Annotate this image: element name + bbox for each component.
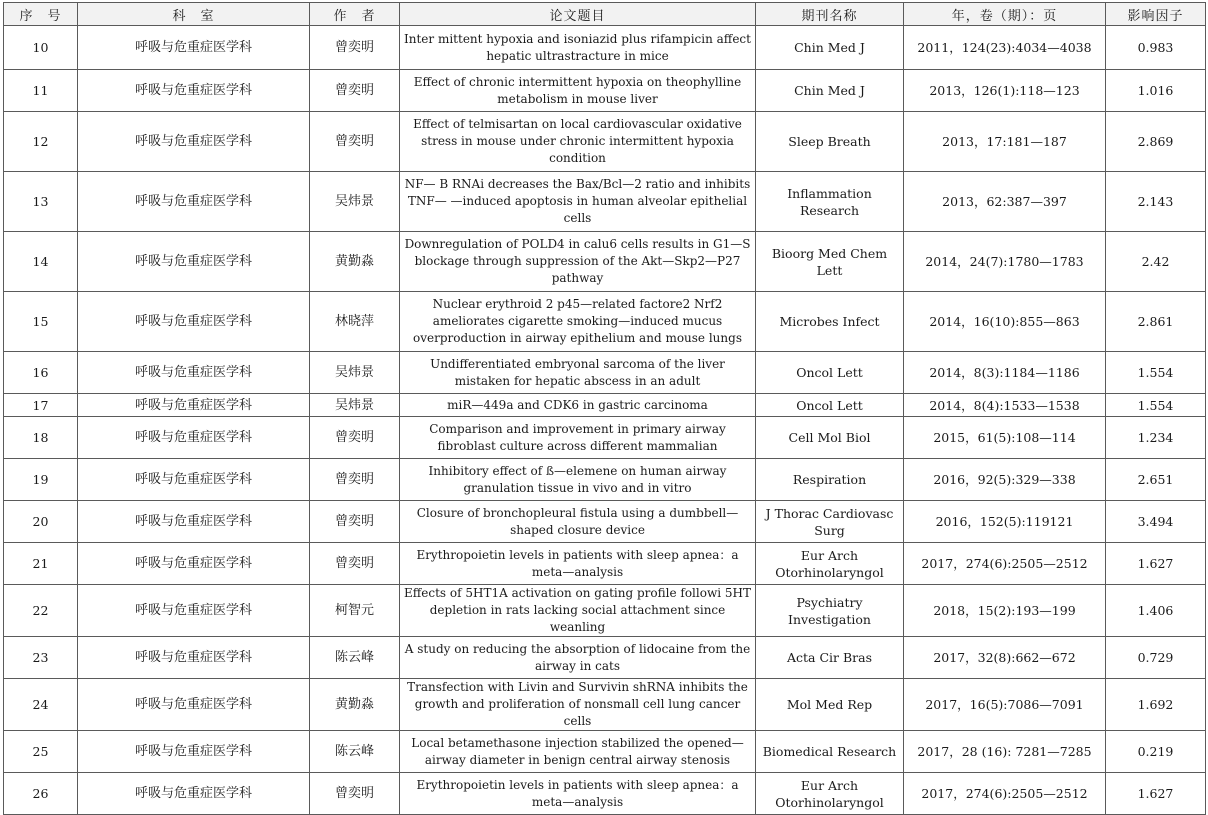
- paper-title-cell: Closure of bronchopleural fistula using a dumbbell—shaped closure device: [400, 501, 756, 543]
- col-header-department: 科 室: [78, 3, 310, 26]
- paper-title-cell: Comparison and improvement in primary airway fibroblast culture across different mammalian: [400, 417, 756, 459]
- citation-cell: 2014，16(10):855—863: [904, 292, 1106, 352]
- author-cell: 曾奕明: [310, 543, 400, 585]
- table-row: [4, 679, 1206, 731]
- citation-cell: 2013，62:387—397: [904, 172, 1106, 232]
- row-number: 15: [4, 292, 78, 352]
- paper-title-cell: miR—449a and CDK6 in gastric carcinoma: [400, 394, 756, 417]
- journal-cell: Cell Mol Biol: [756, 417, 904, 459]
- table-row: [4, 394, 1206, 417]
- impact-factor-cell: 2.143: [1106, 172, 1206, 232]
- department-cell: 呼吸与危重症医学科: [78, 352, 310, 394]
- citation-cell: 2014，8(4):1533—1538: [904, 394, 1106, 417]
- paper-title-cell: Erythropoietin levels in patients with sleep apnea：a meta—analysis: [400, 543, 756, 585]
- author-cell: 曾奕明: [310, 417, 400, 459]
- paper-title-cell: A study on reducing the absorption of lidocaine from the airway in cats: [400, 637, 756, 679]
- paper-title-cell: Transfection with Livin and Survivin shRNA inhibits the growth and proliferation of nonsmall cell lung cancer cells: [400, 679, 756, 731]
- impact-factor-cell: 2.861: [1106, 292, 1206, 352]
- paper-title-cell: NF— B RNAi decreases the Bax/Bcl—2 ratio and inhibits TNF— —induced apoptosis in human alveolar epithelial cells: [400, 172, 756, 232]
- citation-cell: 2017，28 (16): 7281—7285: [904, 731, 1106, 773]
- row-number: 16: [4, 352, 78, 394]
- journal-cell: Eur Arch Otorhinolaryngol: [756, 773, 904, 815]
- citation-cell: 2017，32(8):662—672: [904, 637, 1106, 679]
- table-row: [4, 637, 1206, 679]
- department-cell: 呼吸与危重症医学科: [78, 292, 310, 352]
- journal-cell: J Thorac Cardiovasc Surg: [756, 501, 904, 543]
- department-cell: 呼吸与危重症医学科: [78, 112, 310, 172]
- paper-title-cell: Erythropoietin levels in patients with sleep apnea：a meta—analysis: [400, 773, 756, 815]
- author-cell: 陈云峰: [310, 731, 400, 773]
- impact-factor-cell: 1.406: [1106, 585, 1206, 637]
- paper-title-cell: Downregulation of POLD4 in calu6 cells results in G1—S blockage through suppression of the Akt—Skp2—P27 pathway: [400, 232, 756, 292]
- impact-factor-cell: 1.627: [1106, 773, 1206, 815]
- paper-title-cell: Nuclear erythroid 2 p45—related factore2 Nrf2 ameliorates cigarette smoking—induced mucus overproduction in airway epithelium and mouse lungs: [400, 292, 756, 352]
- citation-cell: 2013，17:181—187: [904, 112, 1106, 172]
- table-header-row: [4, 3, 1206, 26]
- row-number: 20: [4, 501, 78, 543]
- table-row: [4, 731, 1206, 773]
- journal-cell: Inflammation Research: [756, 172, 904, 232]
- journal-cell: Chin Med J: [756, 26, 904, 70]
- department-cell: 呼吸与危重症医学科: [78, 543, 310, 585]
- row-number: 26: [4, 773, 78, 815]
- journal-cell: Biomedical Research: [756, 731, 904, 773]
- row-number: 24: [4, 679, 78, 731]
- impact-factor-cell: 1.234: [1106, 417, 1206, 459]
- table-body: [4, 26, 1206, 815]
- col-header-title: 论文题目: [400, 3, 756, 26]
- citation-cell: 2016，92(5):329—338: [904, 459, 1106, 501]
- author-cell: 曾奕明: [310, 773, 400, 815]
- journal-cell: Bioorg Med Chem Lett: [756, 232, 904, 292]
- department-cell: 呼吸与危重症医学科: [78, 731, 310, 773]
- author-cell: 曾奕明: [310, 501, 400, 543]
- impact-factor-cell: 1.554: [1106, 352, 1206, 394]
- impact-factor-cell: 2.42: [1106, 232, 1206, 292]
- citation-cell: 2014，24(7):1780—1783: [904, 232, 1106, 292]
- col-header-journal: 期刊名称: [756, 3, 904, 26]
- department-cell: 呼吸与危重症医学科: [78, 773, 310, 815]
- row-number: 22: [4, 585, 78, 637]
- paper-title-cell: Effects of 5HT1A activation on gating profile followi 5HT depletion in rats lacking social attachment since weanling: [400, 585, 756, 637]
- author-cell: 吴炜景: [310, 394, 400, 417]
- author-cell: 吴炜景: [310, 352, 400, 394]
- author-cell: 黄勤淼: [310, 232, 400, 292]
- department-cell: 呼吸与危重症医学科: [78, 232, 310, 292]
- row-number: 17: [4, 394, 78, 417]
- department-cell: 呼吸与危重症医学科: [78, 459, 310, 501]
- table-row: [4, 352, 1206, 394]
- citation-cell: 2017，16(5):7086—7091: [904, 679, 1106, 731]
- paper-title-cell: Inhibitory effect of ß—elemene on human airway granulation tissue in vivo and in vitro: [400, 459, 756, 501]
- journal-cell: Sleep Breath: [756, 112, 904, 172]
- author-cell: 黄勤淼: [310, 679, 400, 731]
- table-row: [4, 292, 1206, 352]
- journal-cell: Psychiatry Investigation: [756, 585, 904, 637]
- table-row: [4, 585, 1206, 637]
- department-cell: 呼吸与危重症医学科: [78, 394, 310, 417]
- department-cell: 呼吸与危重症医学科: [78, 26, 310, 70]
- row-number: 25: [4, 731, 78, 773]
- citation-cell: 2016，152(5):119121: [904, 501, 1106, 543]
- department-cell: 呼吸与危重症医学科: [78, 172, 310, 232]
- department-cell: 呼吸与危重症医学科: [78, 417, 310, 459]
- author-cell: 曾奕明: [310, 26, 400, 70]
- row-number: 21: [4, 543, 78, 585]
- table-row: [4, 112, 1206, 172]
- citation-cell: 2015，61(5):108—114: [904, 417, 1106, 459]
- impact-factor-cell: 1.554: [1106, 394, 1206, 417]
- department-cell: 呼吸与危重症医学科: [78, 585, 310, 637]
- table-row: [4, 26, 1206, 70]
- author-cell: 曾奕明: [310, 112, 400, 172]
- table-row: [4, 70, 1206, 112]
- journal-cell: Microbes Infect: [756, 292, 904, 352]
- paper-title-cell: Local betamethasone injection stabilized the opened—airway diameter in benign central airway stenosis: [400, 731, 756, 773]
- row-number: 23: [4, 637, 78, 679]
- paper-title-cell: Effect of chronic intermittent hypoxia on theophylline metabolism in mouse liver: [400, 70, 756, 112]
- impact-factor-cell: 1.627: [1106, 543, 1206, 585]
- citation-cell: 2013，126(1):118—123: [904, 70, 1106, 112]
- journal-cell: Mol Med Rep: [756, 679, 904, 731]
- col-header-impact-factor: 影响因子: [1106, 3, 1206, 26]
- row-number: 10: [4, 26, 78, 70]
- citation-cell: 2014，8(3):1184—1186: [904, 352, 1106, 394]
- author-cell: 吴炜景: [310, 172, 400, 232]
- impact-factor-cell: 0.729: [1106, 637, 1206, 679]
- author-cell: 陈云峰: [310, 637, 400, 679]
- impact-factor-cell: 2.651: [1106, 459, 1206, 501]
- department-cell: 呼吸与危重症医学科: [78, 637, 310, 679]
- row-number: 12: [4, 112, 78, 172]
- table-row: [4, 417, 1206, 459]
- paper-title-cell: Undifferentiated embryonal sarcoma of the liver mistaken for hepatic abscess in an adult: [400, 352, 756, 394]
- journal-cell: Acta Cir Bras: [756, 637, 904, 679]
- journal-cell: Chin Med J: [756, 70, 904, 112]
- col-header-citation: 年，卷（期）：页: [904, 3, 1106, 26]
- col-header-author: 作 者: [310, 3, 400, 26]
- impact-factor-cell: 1.016: [1106, 70, 1206, 112]
- publications-table: [3, 2, 1206, 815]
- table-row: [4, 543, 1206, 585]
- impact-factor-cell: 3.494: [1106, 501, 1206, 543]
- department-cell: 呼吸与危重症医学科: [78, 679, 310, 731]
- row-number: 13: [4, 172, 78, 232]
- citation-cell: 2017，274(6):2505—2512: [904, 543, 1106, 585]
- journal-cell: Eur Arch Otorhinolaryngol: [756, 543, 904, 585]
- impact-factor-cell: 2.869: [1106, 112, 1206, 172]
- table-row: [4, 172, 1206, 232]
- row-number: 14: [4, 232, 78, 292]
- table-row: [4, 501, 1206, 543]
- paper-title-cell: Effect of telmisartan on local cardiovascular oxidative stress in mouse under chronic intermittent hypoxia condition: [400, 112, 756, 172]
- table-row: [4, 459, 1206, 501]
- table-row: [4, 232, 1206, 292]
- author-cell: 林晓萍: [310, 292, 400, 352]
- department-cell: 呼吸与危重症医学科: [78, 70, 310, 112]
- citation-cell: 2017，274(6):2505—2512: [904, 773, 1106, 815]
- impact-factor-cell: 0.219: [1106, 731, 1206, 773]
- author-cell: 曾奕明: [310, 70, 400, 112]
- department-cell: 呼吸与危重症医学科: [78, 501, 310, 543]
- impact-factor-cell: 1.692: [1106, 679, 1206, 731]
- table-row: [4, 773, 1206, 815]
- row-number: 18: [4, 417, 78, 459]
- row-number: 11: [4, 70, 78, 112]
- citation-cell: 2018，15(2):193—199: [904, 585, 1106, 637]
- journal-cell: Oncol Lett: [756, 352, 904, 394]
- author-cell: 曾奕明: [310, 459, 400, 501]
- journal-cell: Oncol Lett: [756, 394, 904, 417]
- impact-factor-cell: 0.983: [1106, 26, 1206, 70]
- col-header-number: 序 号: [4, 3, 78, 26]
- paper-title-cell: Inter mittent hypoxia and isoniazid plus rifampicin affect hepatic ultrastracture in mice: [400, 26, 756, 70]
- author-cell: 柯智元: [310, 585, 400, 637]
- citation-cell: 2011，124(23):4034—4038: [904, 26, 1106, 70]
- journal-cell: Respiration: [756, 459, 904, 501]
- row-number: 19: [4, 459, 78, 501]
